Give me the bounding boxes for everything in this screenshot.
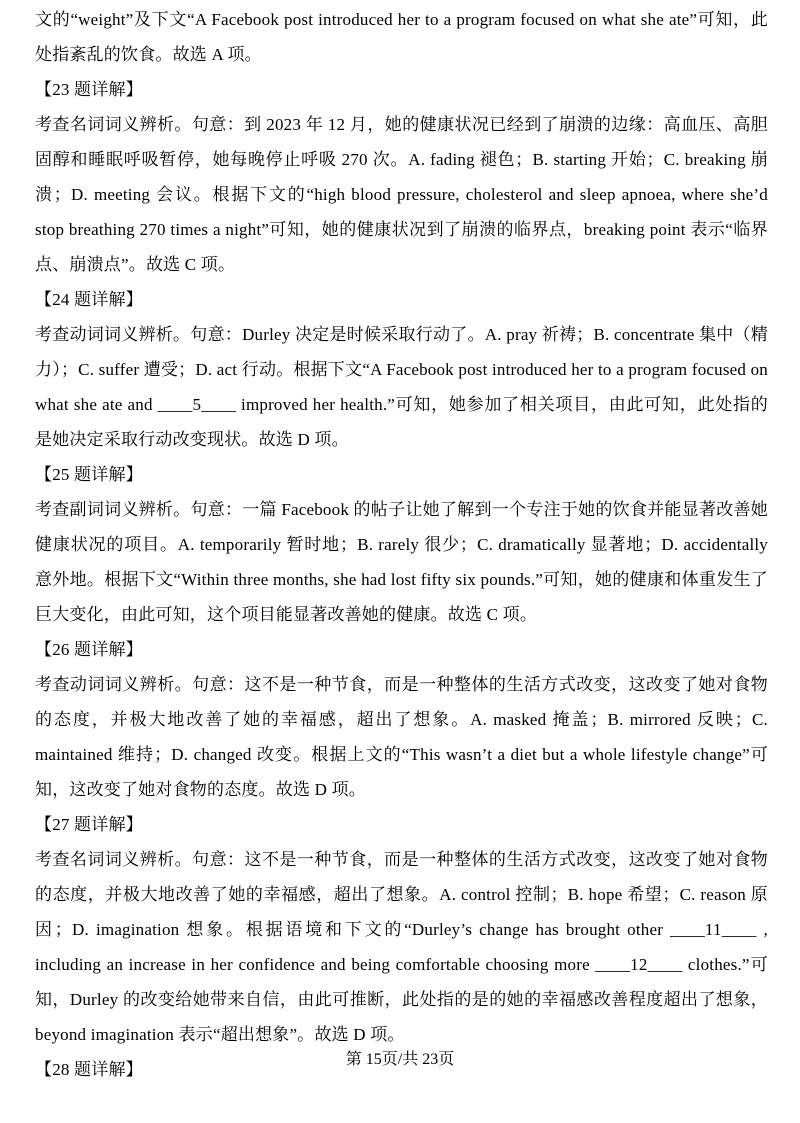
- section-heading-q28: 【28 题详解】: [35, 1060, 143, 1079]
- document-body: [35, 2, 768, 1087]
- section-heading-q25: 【25 题详解】: [35, 465, 143, 484]
- paragraph-explanation-q26: 考查动词词义辨析。句意：这不是一种节食，而是一种整体的生活方式改变，这改变了她对食物的态度，并极大地改善了她的幸福感，超出了想象。A. masked 掩盖；B. mirrored 反映；C. maintained 维持；D. changed 改变。根据上文的“This wasn’t a diet but a whole lifestyle change”可知，这改变了她对食物的态度。故选 D 项。: [35, 675, 768, 799]
- paragraph-explanation-q23: 考查名词词义辨析。句意：到 2023 年 12 月，她的健康状况已经到了崩溃的边缘：高血压、高胆固醇和睡眠呼吸暂停，她每晚停止呼吸 270 次。A. fading 褪色；B. starting 开始；C. breaking 崩溃；D. meeting 会议。根据下文的“high blood pressure, cholesterol and sleep apnoea, where she’d stop breathing 270 times a night”可知，她的健康状况到了崩溃的临界点，breaking point 表示“临界点、崩溃点”。故选 C 项。: [35, 115, 768, 274]
- section-heading-q24: 【24 题详解】: [35, 290, 143, 309]
- section-heading-q23: 【23 题详解】: [35, 80, 143, 99]
- paragraph-explanation-q25: 考查副词词义辨析。句意：一篇 Facebook 的帖子让她了解到一个专注于她的饮食并能显著改善她健康状况的项目。A. temporarily 暂时地；B. rarely 很少；C. dramatically 显著地；D. accidentally 意外地。根据下文“Within three months, she had lost fifty six pounds.”可知，她的健康和体重发生了巨大变化，由此可知，这个项目能显著改善她的健康。故选 C 项。: [35, 500, 768, 624]
- paragraph-explanation-q24: 考查动词词义辨析。句意：Durley 决定是时候采取行动了。A. pray 祈祷；B. concentrate 集中（精力）；C. suffer 遭受；D. act 行动。根据下文“A Facebook post introduced her to a program focused on what she ate and ____5____ improved her health.”可知，她参加了相关项目，由此可知，此处指的是她决定采取行动改变现状。故选 D 项。: [35, 325, 768, 449]
- paragraph-continuation-answer-22: 文的“weight”及下文“A Facebook post introduced her to a program focused on what she ate”可知，此处指紊乱的饮食。故选 A 项。: [35, 10, 768, 64]
- page-number-footer: 第 15页/共 23页: [345, 1051, 455, 1068]
- section-heading-q26: 【26 题详解】: [35, 640, 143, 659]
- section-heading-q27: 【27 题详解】: [35, 815, 143, 834]
- paragraph-explanation-q27: 考查名词词义辨析。句意：这不是一种节食，而是一种整体的生活方式改变，这改变了她对食物的态度，并极大地改善了她的幸福感，超出了想象。A. control 控制；B. hope 希望；C. reason 原因；D. imagination 想象。根据语境和下文的“Durley’s change has brought other ____11____ , including an increase in her confidence and being comfortable choosing more ____12____ clothes.”可知，Durley 的改变给她带来自信，由此可推断，此处指的是的她的幸福感改善程度超出了想象，beyond imagination 表示“超出想象”。故选 D 项。: [35, 850, 768, 1044]
